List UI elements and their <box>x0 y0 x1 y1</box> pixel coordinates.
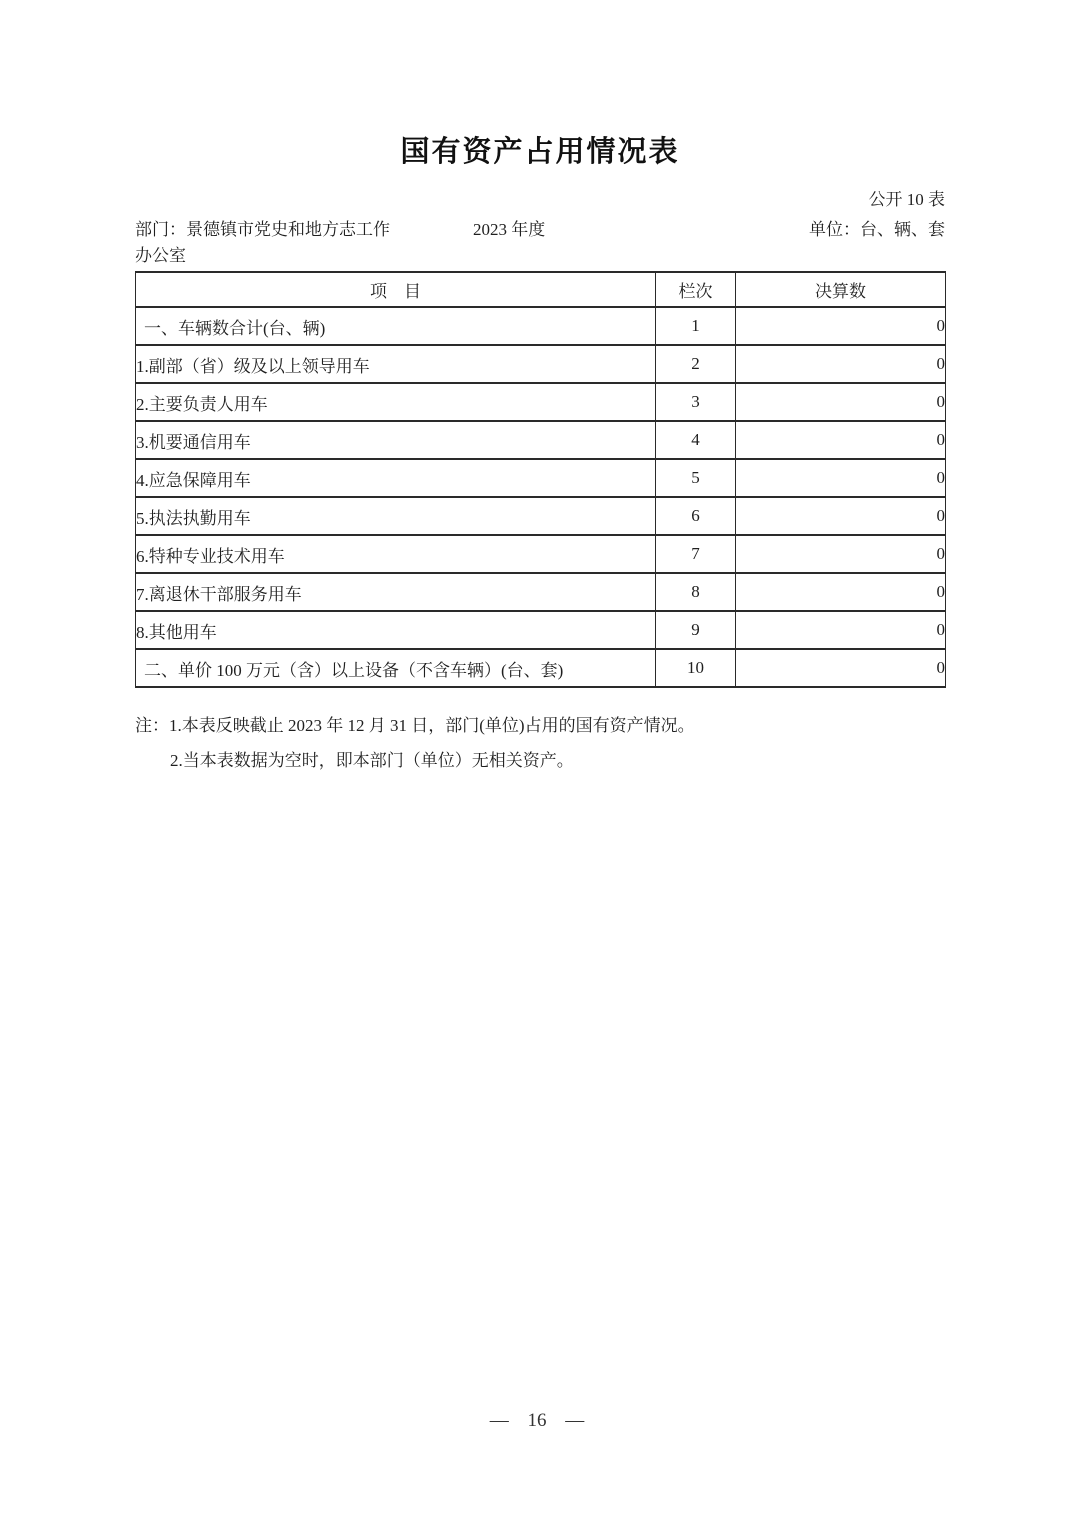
item-label: 3.机要通信用车 <box>136 421 656 459</box>
column-no: 4 <box>656 421 736 459</box>
table-row <box>136 535 946 573</box>
table-row <box>136 383 946 421</box>
final-amount: 0 <box>736 611 946 649</box>
department-label <box>135 217 480 269</box>
final-amount: 0 <box>736 383 946 421</box>
item-label: 二、单价 100 万元（含）以上设备（不含车辆）(台、套) <box>136 649 656 687</box>
column-header-column-no: 栏次 <box>656 272 736 307</box>
page-number: — 16 — <box>489 1410 585 1431</box>
column-header-item: 项 目 <box>136 272 656 307</box>
unit-label: 单位：台、辆、套 <box>809 220 945 239</box>
column-header-final-amount: 决算数 <box>736 272 946 307</box>
table-row <box>136 649 946 687</box>
table-row <box>136 421 946 459</box>
column-no: 1 <box>656 307 736 345</box>
page-content <box>135 0 945 778</box>
item-label: 2.主要负责人用车 <box>136 383 656 421</box>
table-row <box>136 611 946 649</box>
final-amount: 0 <box>736 649 946 687</box>
note-line-2: 2.当本表数据为空时，即本部门（单位）无相关资产。 <box>170 751 574 770</box>
table-row <box>136 497 946 535</box>
final-amount: 0 <box>736 459 946 497</box>
column-no: 6 <box>656 497 736 535</box>
table-row <box>136 345 946 383</box>
department-line1: 部门：景德镇市党史和地方志工作 <box>135 220 390 239</box>
column-no: 9 <box>656 611 736 649</box>
item-label: 4.应急保障用车 <box>136 459 656 497</box>
fiscal-year-label: 2023 年度 <box>473 220 546 239</box>
asset-occupation-table <box>135 271 946 688</box>
table-header-row <box>136 272 946 307</box>
table-row <box>136 459 946 497</box>
column-no: 3 <box>656 383 736 421</box>
table-row <box>136 573 946 611</box>
final-amount: 0 <box>736 307 946 345</box>
item-label: 一、车辆数合计(台、辆) <box>136 307 656 345</box>
column-no: 8 <box>656 573 736 611</box>
item-label: 7.离退休干部服务用车 <box>136 573 656 611</box>
column-no: 5 <box>656 459 736 497</box>
final-amount: 0 <box>736 345 946 383</box>
note-line-1: 注：1.本表反映截止 2023 年 12 月 31 日，部门(单位)占用的国有资产情况。 <box>135 716 695 735</box>
item-label: 5.执法执勤用车 <box>136 497 656 535</box>
page-title: 国有资产占用情况表 <box>400 136 680 168</box>
final-amount: 0 <box>736 497 946 535</box>
notes-section <box>135 708 945 778</box>
public-table-label: 公开 10 表 <box>868 190 945 209</box>
item-label: 6.特种专业技术用车 <box>136 535 656 573</box>
final-amount: 0 <box>736 535 946 573</box>
meta-row <box>135 217 945 271</box>
column-no: 2 <box>656 345 736 383</box>
column-no: 10 <box>656 649 736 687</box>
department-line2: 办公室 <box>135 246 186 265</box>
item-label: 1.副部（省）级及以上领导用车 <box>136 345 656 383</box>
final-amount: 0 <box>736 573 946 611</box>
final-amount: 0 <box>736 421 946 459</box>
table-row <box>136 307 946 345</box>
item-label: 8.其他用车 <box>136 611 656 649</box>
column-no: 7 <box>656 535 736 573</box>
